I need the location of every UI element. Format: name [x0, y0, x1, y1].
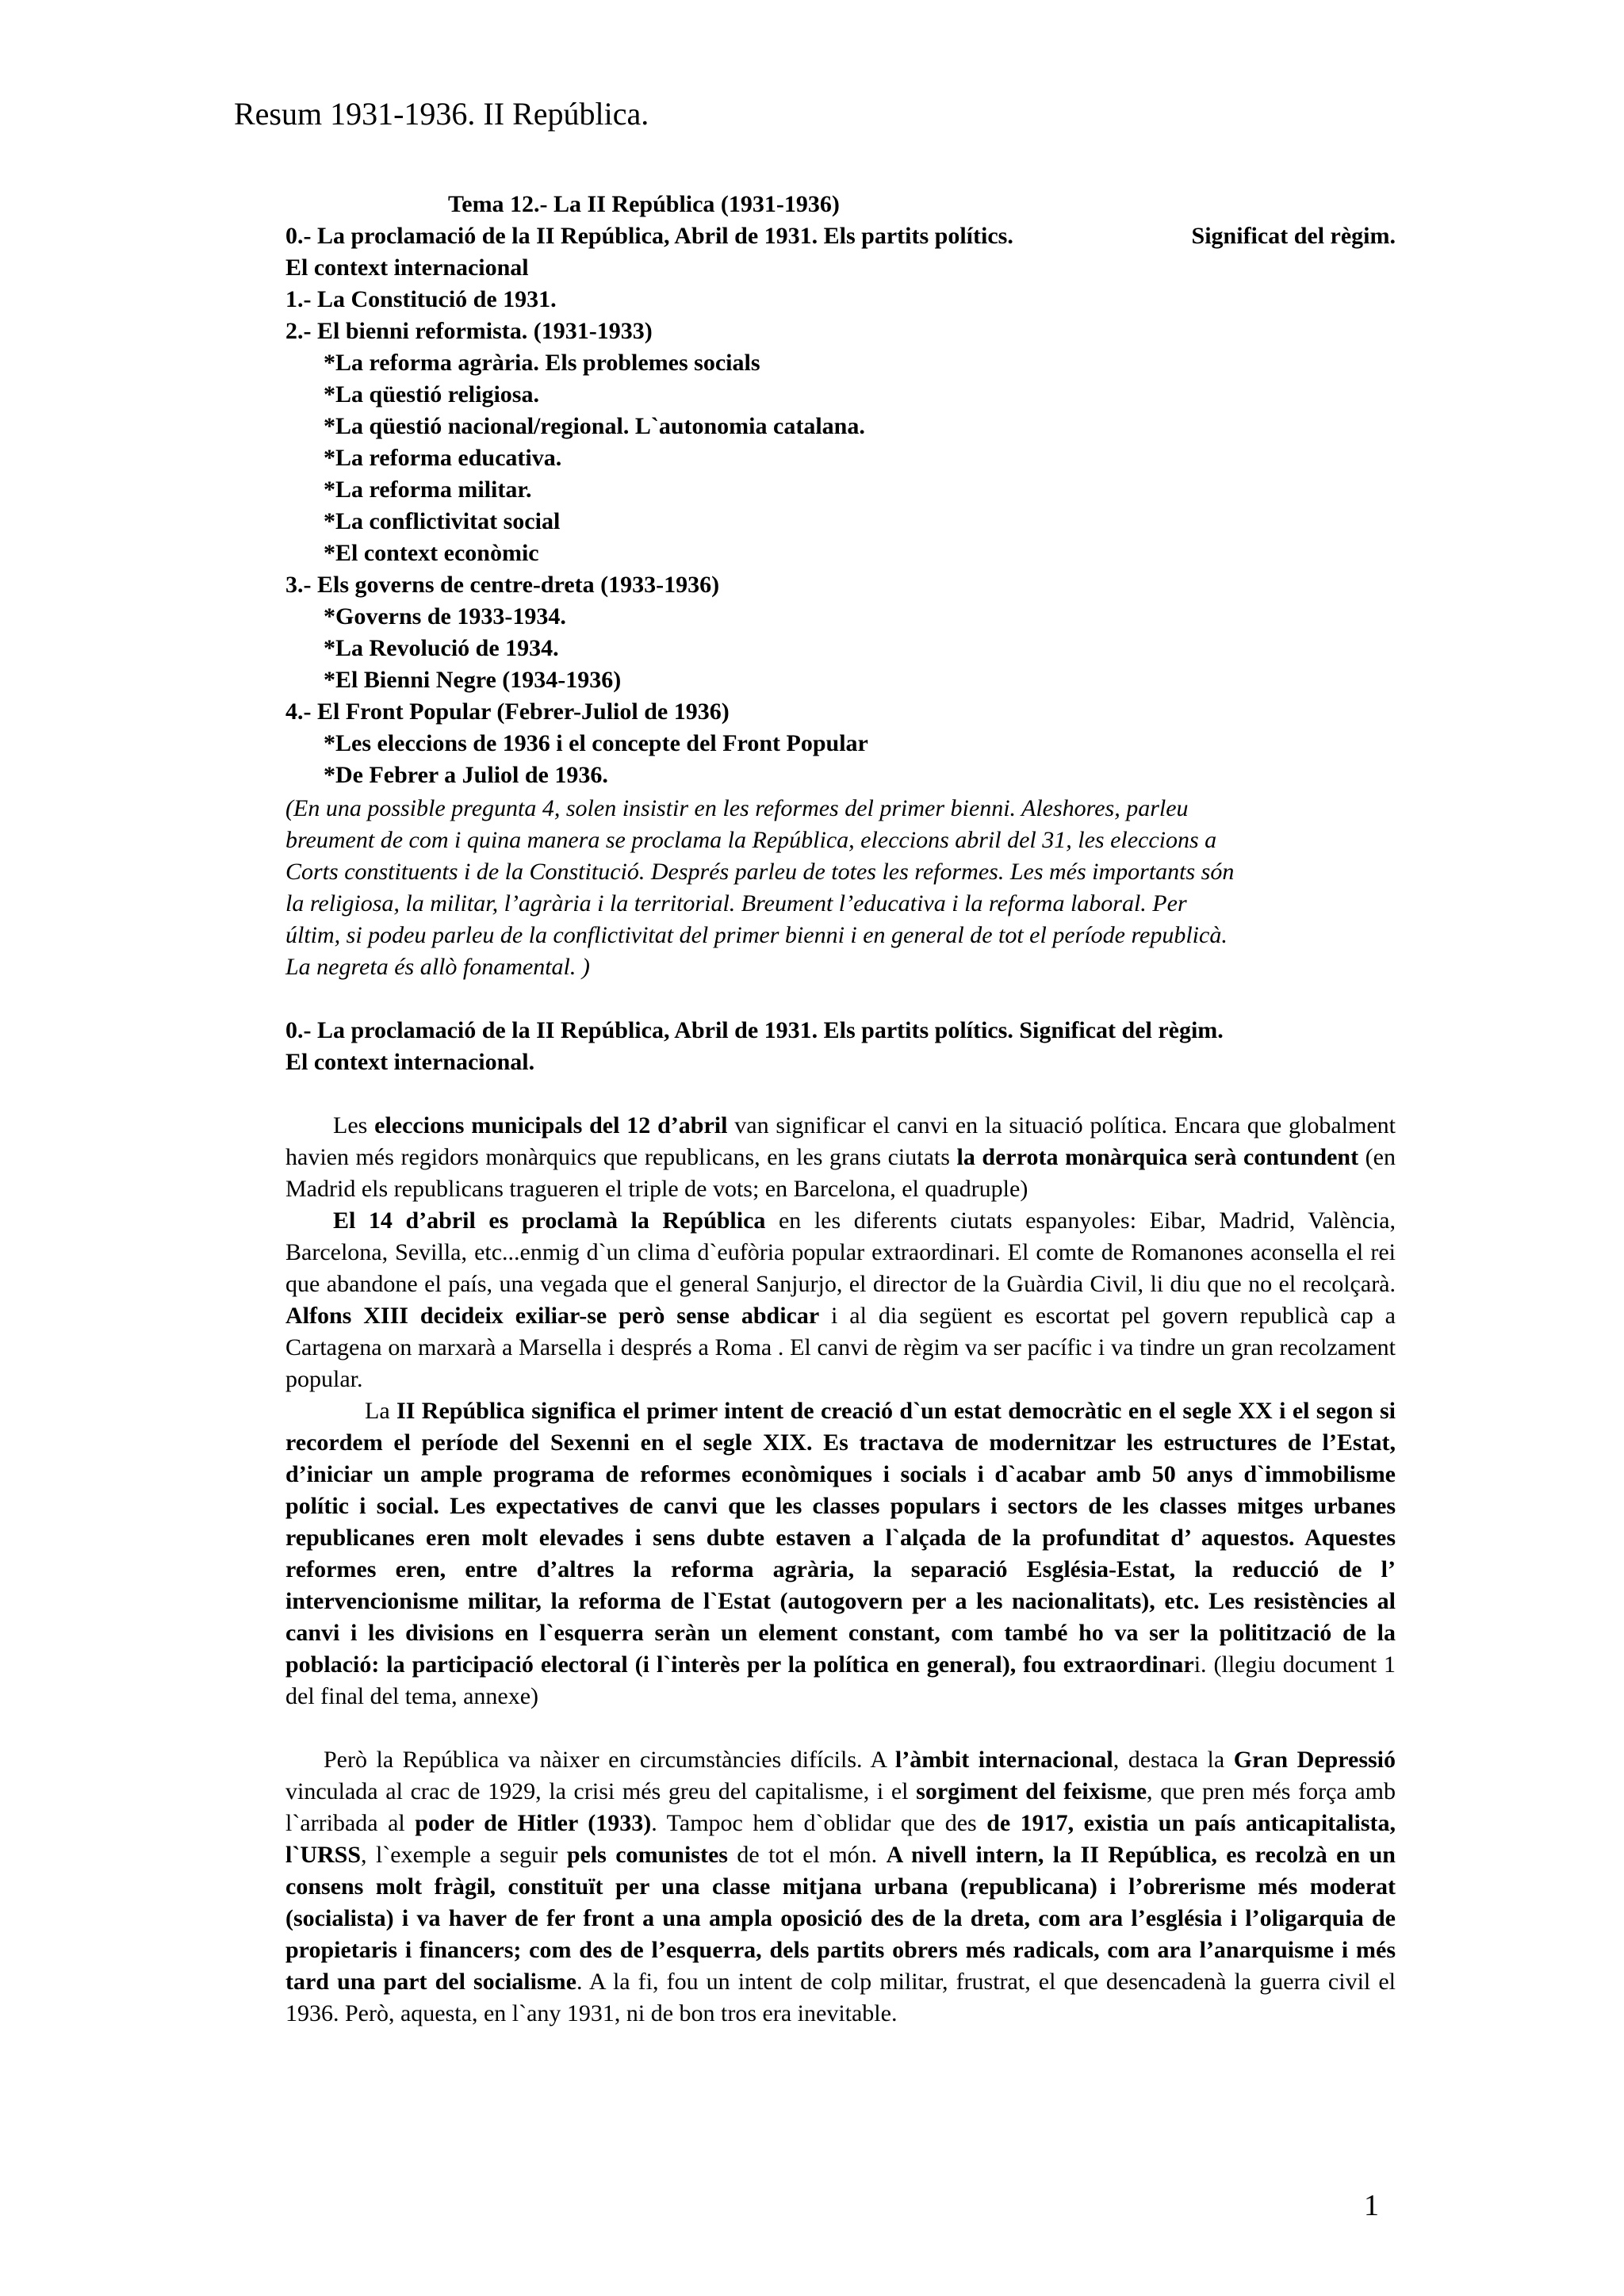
para-text: vinculada al crac de 1929, la crisi més greu del capitalisme, i el [285, 1778, 917, 1804]
section-0-heading-line-1: 0.- La proclamació de la II República, Abril de 1931. Els partits polítics. Significat del règim. [285, 1017, 1224, 1043]
topic-title: Tema 12.- La II República (1931-1936) [448, 191, 840, 217]
para-text: , l`exemple a seguir [361, 1842, 567, 1868]
para-bold: poder de Hitler (1933) [415, 1810, 652, 1836]
para-bold: Gran Depressió [1233, 1747, 1396, 1773]
note-line: breument de com i quina manera se proclama la República, eleccions abril del 31, les eleccions a [285, 827, 1217, 853]
note-line: La negreta és allò fonamental. ) [285, 954, 590, 980]
para-text: van significar el canvi en la situació política. Encara que globalment havien més regidors monàrquics que republicans, en les grans ciutats [285, 1112, 1396, 1170]
paragraph-proclamation [285, 1205, 1396, 1395]
para-text: Les [333, 1112, 375, 1138]
toc-item-0-title: 0.- La proclamació de la II República, Abril de 1931. Els partits polítics. [285, 223, 1013, 249]
para-text: , que pren més força amb l`arribada al [285, 1778, 1396, 1836]
paragraph-municipal-elections [285, 1110, 1396, 1205]
toc-subitem: *El Bienni Negre (1934-1936) [324, 667, 622, 693]
para-bold: l’àmbit internacional [894, 1747, 1113, 1773]
toc-item-3: 3.- Els governs de centre-dreta (1933-1936) [285, 572, 720, 598]
para-text: i. (llegiu document 1 del final del tema, annexe) [285, 1651, 1396, 1709]
toc-item-0 [285, 220, 1396, 252]
para-bold: sorgiment del feixisme [916, 1778, 1147, 1804]
toc-subitem: *Les eleccions de 1936 i el concepte del Front Popular [324, 730, 868, 756]
para-bold: Alfons XIII decideix exiliar-se però sense abdicar [285, 1303, 820, 1329]
para-bold: la derrota monàrquica serà contundent [956, 1144, 1359, 1170]
para-text: de tot el món. [727, 1842, 887, 1868]
para-bold: de 1917, existia un país anticapitalista, l`URSS [285, 1810, 1396, 1868]
toc-subitem: *La Revolució de 1934. [324, 635, 559, 661]
toc-subitem: *La qüestió religiosa. [324, 381, 539, 408]
paragraph-meaning [285, 1395, 1396, 1712]
para-bold: A nivell intern, la II República, es recolzà en un consens molt fràgil, constituït per una classe mitjana urbana (republicana) i l’obrerisme més moderat (socialista) i va haver de fer front a una ampla oposició des de la dreta, com ara l’església i l’oligarquia de propietaris i financers; com des de l’esquerra, dels partits obrers més radicals, com ara l’anarquisme i més tard una part del socialisme [285, 1842, 1396, 1995]
toc-subitem: *La conflictivitat social [324, 508, 561, 534]
toc-item-4: 4.- El Front Popular (Febrer-Juliol de 1936) [285, 698, 730, 725]
toc-item-1: 1.- La Constitució de 1931. [285, 286, 557, 312]
para-text: en les diferents ciutats espanyoles: Eibar, Madrid, València, Barcelona, Sevilla, etc...enmig d`un clima d`eufòria popular extraordinari. El comte de Romanones aconsella el rei que abandone el país, una vegada que el general Sanjurjo, el director de la Guàrdia Civil, li diu que no el recolçarà. [285, 1207, 1396, 1297]
toc-item-2: 2.- El bienni reformista. (1931-1933) [285, 318, 653, 344]
para-text: . A la fi, fou un intent de colp militar, frustrat, el que desencadenà la guerra civil el 1936. Però, aquesta, en l`any 1931, ni de bon tros era inevitable. [285, 1969, 1396, 2026]
para-text: La [365, 1398, 397, 1424]
para-bold: II República significa el primer intent de creació d`un estat democràtic en el segle XX i el segon si recordem el període del Sexenni en el segle XIX. Es tractava de modernitzar les estructures de l’Estat, d’iniciar un ample programa de reformes econòmiques i socials i d`acabar amb 50 anys d`immobilisme polític i social. Les expectatives de canvi que les classes populars i sectors de les classes mitges urbanes republicanes eren molt elevades i sens dubte estaven a l`alçada de la profunditat d’ aquestos. Aquestes reformes eren, entre d’altres la reforma agrària, la separació Església-Estat, la reducció de l’ intervencionisme militar, la reforma de l`Estat (autogovern per a les nacionalitats), etc. Les resistències al canvi i les divisions en l`esquerra seràn un element constant, com també ho va ser la politització de la població: la participació electoral (i l`interès per la política en general), fou extraordinar [285, 1398, 1396, 1678]
toc-subitem: *La reforma educativa. [324, 445, 562, 471]
table-of-contents [285, 189, 1396, 791]
para-text: , destaca la [1113, 1747, 1234, 1773]
note-line: la religiosa, la militar, l’agrària i la territorial. Breument l’educativa i la reforma laboral. Per [285, 890, 1187, 916]
toc-item-0-meaning: Significat del règim. [1191, 223, 1396, 249]
section-0-heading [285, 1015, 1396, 1078]
study-note [285, 793, 1396, 983]
note-line: Corts constituents i de la Constitució. Després parleu de totes les reformes. Les més importants són [285, 859, 1235, 885]
document-header: Resum 1931-1936. II República. [234, 96, 649, 132]
toc-subitem: *La qüestió nacional/regional. L`autonomia catalana. [324, 413, 865, 439]
toc-subitem: *El context econòmic [324, 540, 539, 566]
para-text: . Tampoc hem d`oblidar que des [651, 1810, 987, 1836]
toc-subitem: *La reforma agrària. Els problemes socials [324, 350, 760, 376]
note-line: (En una possible pregunta 4, solen insistir en les reformes del primer bienni. Aleshores, parleu [285, 795, 1189, 821]
toc-item-0-context: El context internacional [285, 254, 529, 281]
toc-subitem: *La reforma militar. [324, 476, 532, 503]
toc-subitem: *Governs de 1933-1934. [324, 603, 566, 629]
page-number: 1 [1364, 2189, 1379, 2222]
note-line: últim, si podeu parleu de la conflictivitat del primer bienni i en general de tot el període republicà. [285, 922, 1228, 948]
para-bold: eleccions municipals del 12 d’abril [374, 1112, 728, 1138]
para-bold: El 14 d’abril es proclamà la República [333, 1207, 766, 1234]
document-body [285, 189, 1396, 2030]
toc-subitem: *De Febrer a Juliol de 1936. [324, 762, 608, 788]
para-text: i al dia següent es escortat pel govern republicà cap a Cartagena on marxarà a Marsella i després a Roma . El canvi de règim va ser pacífic i va tindre un gran recolzament popular. [285, 1303, 1396, 1392]
paragraph-context [285, 1744, 1396, 2030]
para-text: Però la República va nàixer en circumstàncies difícils. A [324, 1747, 895, 1773]
para-text: (en Madrid els republicans tragueren el triple de vots; en Barcelona, el quadruple) [285, 1144, 1396, 1202]
section-0-heading-line-2: El context internacional. [285, 1049, 535, 1075]
para-bold: pels comunistes [566, 1842, 728, 1868]
